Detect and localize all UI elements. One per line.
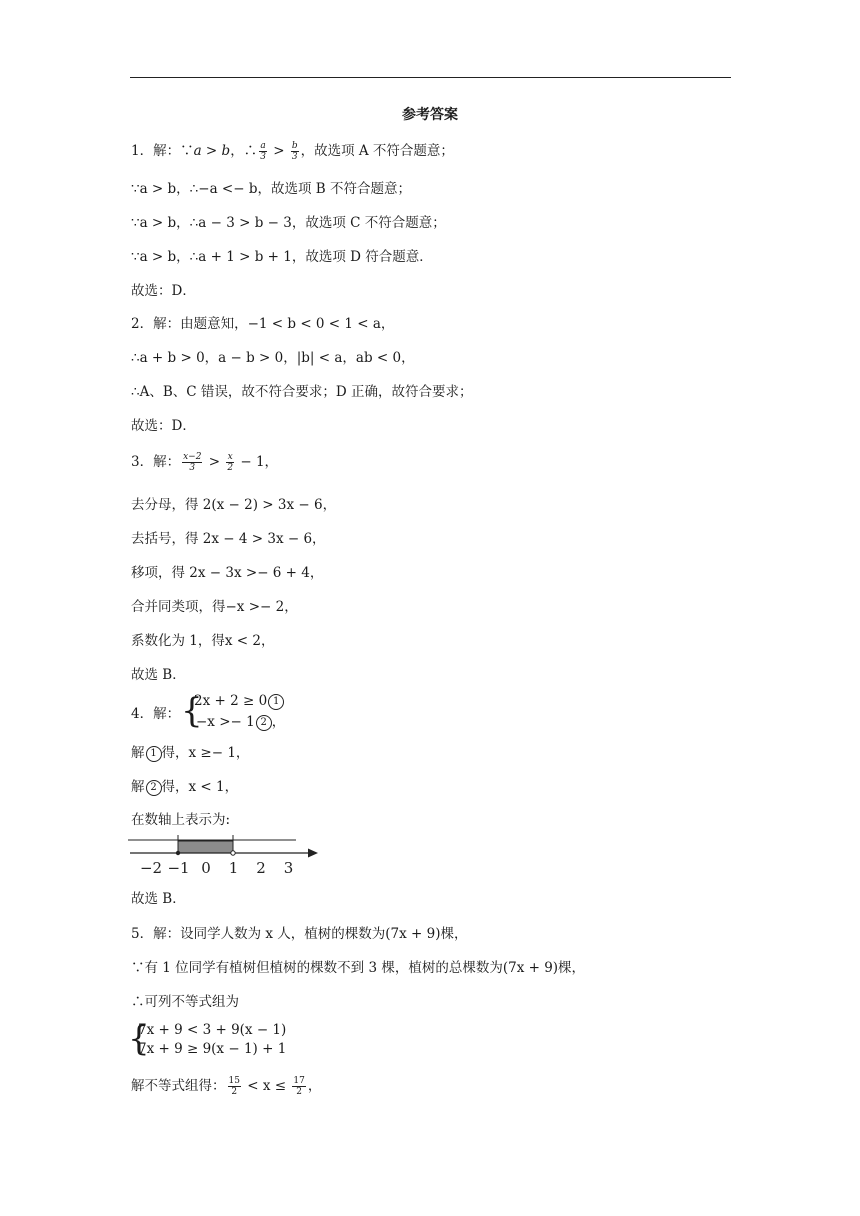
closed-dot (176, 851, 180, 855)
q3-prefix: 3．解： (131, 454, 181, 470)
q4-brace: { (181, 691, 203, 731)
q3-line-4: 移项，得 2x − 3x >− 6 + 4， (131, 565, 324, 581)
q3-rest: − 1， (236, 454, 279, 470)
q3-line-3: 去括号，得 2x − 4 > 3x − 6， (131, 531, 326, 547)
q4-system-row-2: −x >− 1 2 ， (196, 714, 286, 730)
q4-prefix: 4．解： (131, 706, 181, 722)
q5-fraction-left: $\frac{15}{2}$ (228, 1076, 240, 1097)
q3-line-5: 合并同类项，得−x >− 2， (131, 599, 298, 615)
q5-system-row-2: 7x + 9 ≥ 9(x − 1) + 1 (138, 1041, 287, 1057)
circle-two-icon: 2 (146, 780, 162, 796)
q1-answer: 故选：D． (131, 283, 196, 299)
q4-system-row-1: 2x + 2 ≥ 0 1 (194, 692, 284, 710)
axis-tick-label: 1 (228, 859, 239, 877)
q5-line-4: 解不等式组得： $\frac{15}{2}$ < x ≤ $\frac{17}{2}$ ， (131, 1076, 322, 1097)
page-title: 参考答案 (402, 107, 458, 123)
axis-tick-label: 0 (201, 859, 211, 877)
q3-line-1 (131, 452, 278, 473)
q4-line-2: 解 1 得，x ≥− 1， (131, 745, 250, 761)
q4-line-4: 在数轴上表示为: (131, 812, 231, 828)
q1-line-4: ∵a > b，∴a + 1 > b + 1，故选项 D 符合题意． (131, 249, 433, 265)
q1-gt: > (268, 143, 289, 159)
number-line-figure (128, 832, 328, 878)
q1-inequality: a > b (193, 143, 231, 159)
q1-therefore: ，∴ (230, 143, 258, 159)
axis-tick-label: −2 (139, 859, 163, 877)
q4-answer: 故选 B． (131, 891, 186, 907)
q3-line-6: 系数化为 1，得x < 2， (131, 633, 275, 649)
q3-gt: > (204, 454, 225, 470)
axis-tick-label: 3 (283, 859, 294, 877)
q1-conclusion: ，故选项 A 不符合题意； (300, 143, 454, 159)
q3-line-2: 去分母，得 2(x − 2) > 3x − 6， (131, 497, 337, 513)
q5-line-1: 5．解：设同学人数为 x 人，植树的棵数为(7x + 9)棵， (131, 926, 468, 942)
axis-arrow-icon (308, 849, 318, 858)
q3-answer: 故选 B． (131, 667, 186, 683)
q2-line-1: 2．解：由题意知，−1 < b < 0 < 1 < a， (131, 316, 395, 332)
circle-one-icon: 1 (146, 746, 162, 762)
q1-line-1 (131, 141, 454, 162)
solution-region (178, 841, 233, 853)
q2-line-2: ∴a + b > 0，a − b > 0，|b| < a，ab < 0， (131, 350, 415, 366)
q1-prefix: 1．解：∵ (131, 143, 194, 159)
q3-fraction-left: $\frac{x-2}{3}$ (183, 452, 202, 473)
header-rule (130, 77, 731, 78)
open-dot (231, 851, 235, 855)
q5-fraction-right: $\frac{17}{2}$ (293, 1076, 305, 1097)
q5-line-2: ∵有 1 位同学有植树但植树的棵数不到 3 棵，植树的总棵数为(7x + 9)棵， (131, 960, 586, 976)
circle-two-icon: 2 (256, 715, 272, 731)
q5-brace: { (128, 1019, 150, 1059)
q1-line-2: ∵a > b，∴−a <− b，故选项 B 不符合题意； (131, 181, 411, 197)
q2-line-3: ∴A、B、C 错误，故不符合要求；D 正确，故符合要求； (131, 384, 473, 400)
axis-tick-label: 2 (256, 859, 266, 877)
q1-fraction-a: $\frac{a}{3}$ (260, 141, 266, 162)
q5-line-3: ∴可列不等式组为 (131, 994, 239, 1010)
axis-labels (140, 859, 293, 877)
q1-fraction-b: $\frac{b}{3}$ (291, 141, 298, 162)
q1-line-3: ∵a > b，∴a − 3 > b − 3，故选项 C 不符合题意； (131, 215, 446, 231)
q4-line-3: 解 2 得，x < 1， (131, 779, 239, 795)
q5-system-row-1: 7x + 9 < 3 + 9(x − 1) (138, 1022, 287, 1038)
axis-tick-label: −1 (167, 859, 190, 877)
circle-one-icon: 1 (268, 694, 284, 710)
q3-fraction-right: $\frac{x}{2}$ (227, 452, 234, 473)
q2-answer: 故选：D． (131, 418, 196, 434)
